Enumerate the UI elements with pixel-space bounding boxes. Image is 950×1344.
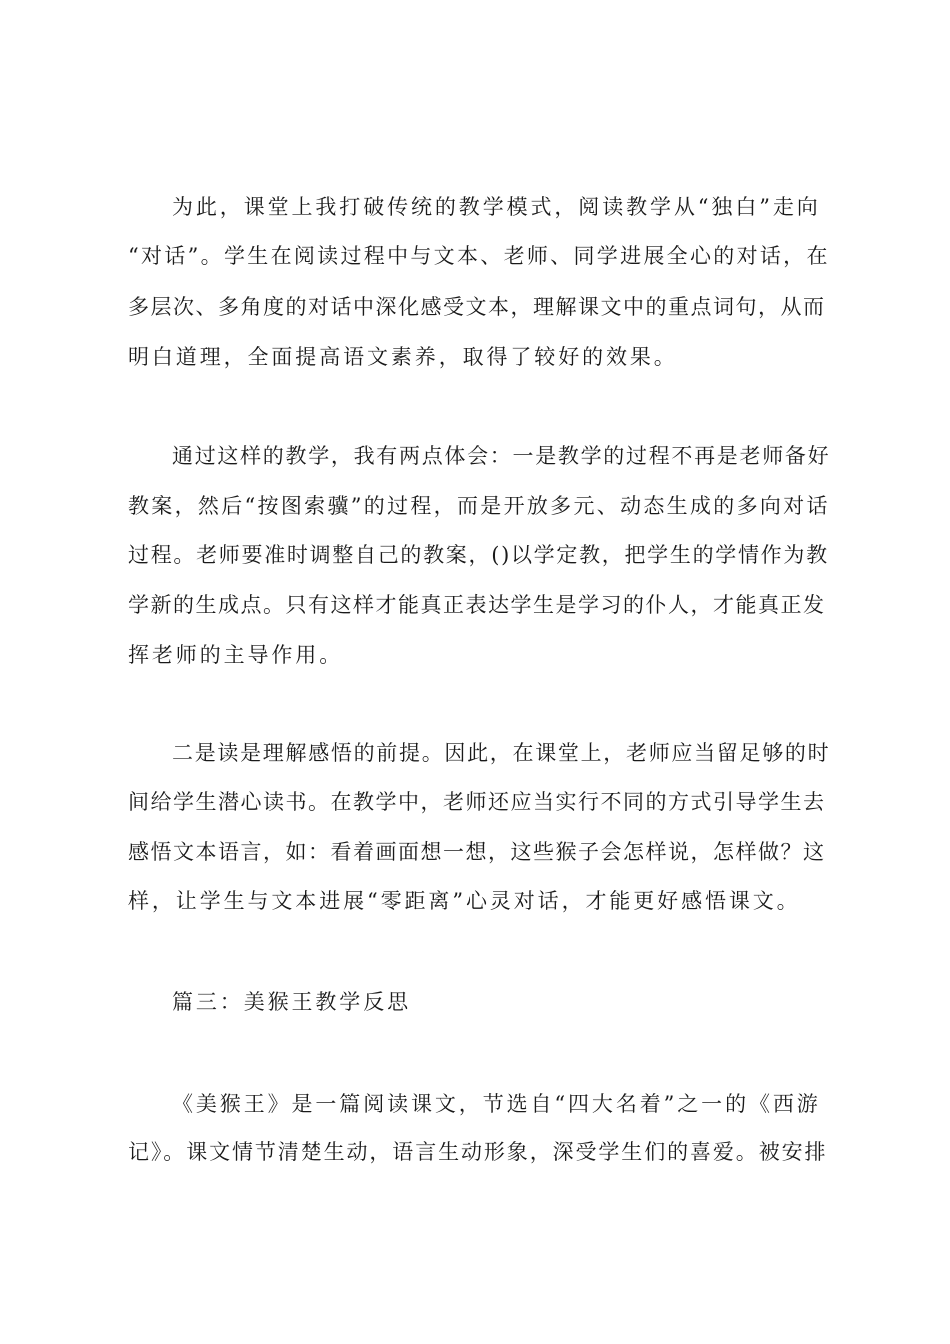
text-line: 挥老师的主导作用。 [128,643,344,667]
text-line: 为此，课堂上我打破传统的教学模式，阅读教学从“独白”走向 [172,195,821,219]
text-line: 学新的生成点。只有这样才能真正表达学生是学习的仆人，才能真正发 [128,593,826,617]
text-line: 样，让学生与文本进展“零距离”心灵对话，才能更好感悟课文。 [128,889,801,913]
text-line: 二是读是理解感悟的前提。因此，在课堂上，老师应当留足够的时 [172,741,831,765]
text-line: 感悟文本语言，如：看着画面想一想，这些猴子会怎样说，怎样做？这 [128,840,826,864]
text-line: 教案，然后“按图索骥”的过程，而是开放多元、动态生成的多向对话 [128,494,830,518]
text-line: 多层次、多角度的对话中深化感受文本，理解课文中的重点词句，从而 [128,295,826,319]
text-line: 通过这样的教学，我有两点体会：一是教学的过程不再是老师备好 [172,444,831,468]
heading-line: 篇三：美猴王教学反思 [172,990,411,1014]
text-line: 《美猴王》是一篇阅读课文，节选自“四大名着”之一的《西游 [172,1092,821,1116]
text-line: 记》。课文情节清楚生动，语言生动形象，深受学生们的喜爱。被安排 [128,1140,828,1164]
text-line: 明白道理，全面提高语文素养，取得了较好的效果。 [128,345,678,369]
text-line: 过程。老师要准时调整自己的教案，()以学定教，把学生的学情作为教 [128,543,829,567]
text-line: 间给学生潜心读书。在教学中，老师还应当实行不同的方式引导学生去 [128,790,826,814]
text-line: “对话”。学生在阅读过程中与文本、老师、同学进展全心的对话，在 [128,244,830,268]
